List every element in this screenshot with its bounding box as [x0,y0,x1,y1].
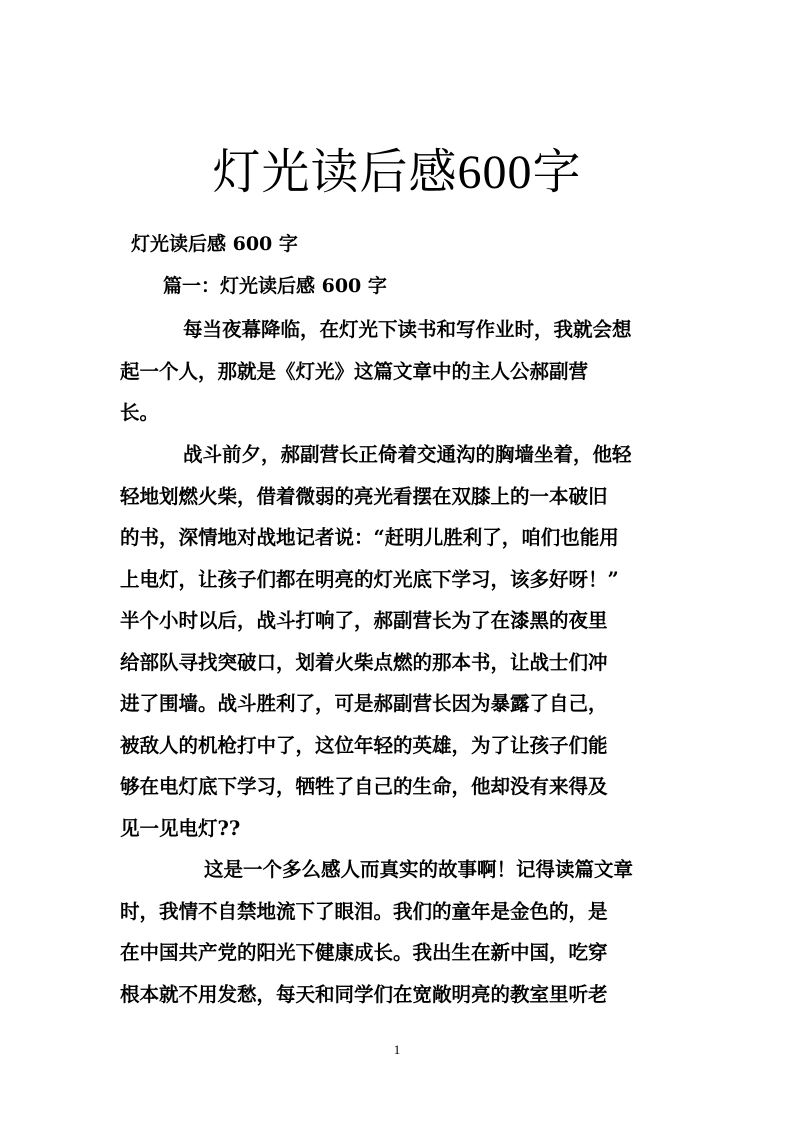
paragraph-line: 被敌人的机枪打中了，这位年轻的英雄，为了让孩子们能 [120,733,608,757]
document-subtitle: 灯光读后感 600 字 [131,233,298,255]
paragraph-line: 半个小时以后，战斗打响了，郝副营长为了在漆黑的夜里 [120,609,608,632]
paragraph-line: 见一见电灯?? [120,816,241,840]
paragraph-line: 进了围墙。战斗胜利了，可是郝副营长因为暴露了自己， [120,692,608,715]
paragraph-line: 战斗前夕，郝副营长正倚着交通沟的胸墙坐着，他轻 [183,443,632,466]
section-heading: 篇一：灯光读后感 600 字 [163,275,387,297]
paragraph-line: 起一个人，那就是《灯光》这篇文章中的主人公郝副营 [120,359,589,383]
paragraph-line: 给部队寻找突破口，划着火柴点燃的那本书，让战士们冲 [120,650,608,674]
paragraph-line: 的书，深情地对战地记者说：“赶明儿胜利了，咱们也能用 [120,526,619,549]
paragraph-line: 轻地划燃火柴，借着微弱的亮光看摆在双膝上的一本破旧 [120,484,608,508]
paragraph-line: 在中国共产党的阳光下健康成长。我出生在新中国，吃穿 [120,941,608,964]
paragraph-line: 上电灯，让孩子们都在明亮的灯光底下学习，该多好呀！” [120,567,619,591]
page-number: 1 [393,1042,401,1057]
paragraph-line: 够在电灯底下学习，牺牲了自己的生命，他却没有来得及 [120,775,608,798]
paragraph-line: 时，我情不自禁地流下了眼泪。我们的童年是金色的，是 [120,899,608,923]
document-title: 灯光读后感600字 [212,146,582,199]
paragraph-line: 根本就不用发愁，每天和同学们在宽敞明亮的教室里听老 [120,982,608,1006]
paragraph-line: 长。 [120,401,160,424]
paragraph-line: 每当夜幕降临，在灯光下读书和写作业时，我就会想 [183,318,632,341]
paragraph-line: 这是一个多么感人而真实的故事啊！记得读篇文章 [204,858,634,881]
paragraph-2 [120,434,680,849]
paragraph-1 [120,309,680,434]
paragraph-3 [120,849,680,1015]
